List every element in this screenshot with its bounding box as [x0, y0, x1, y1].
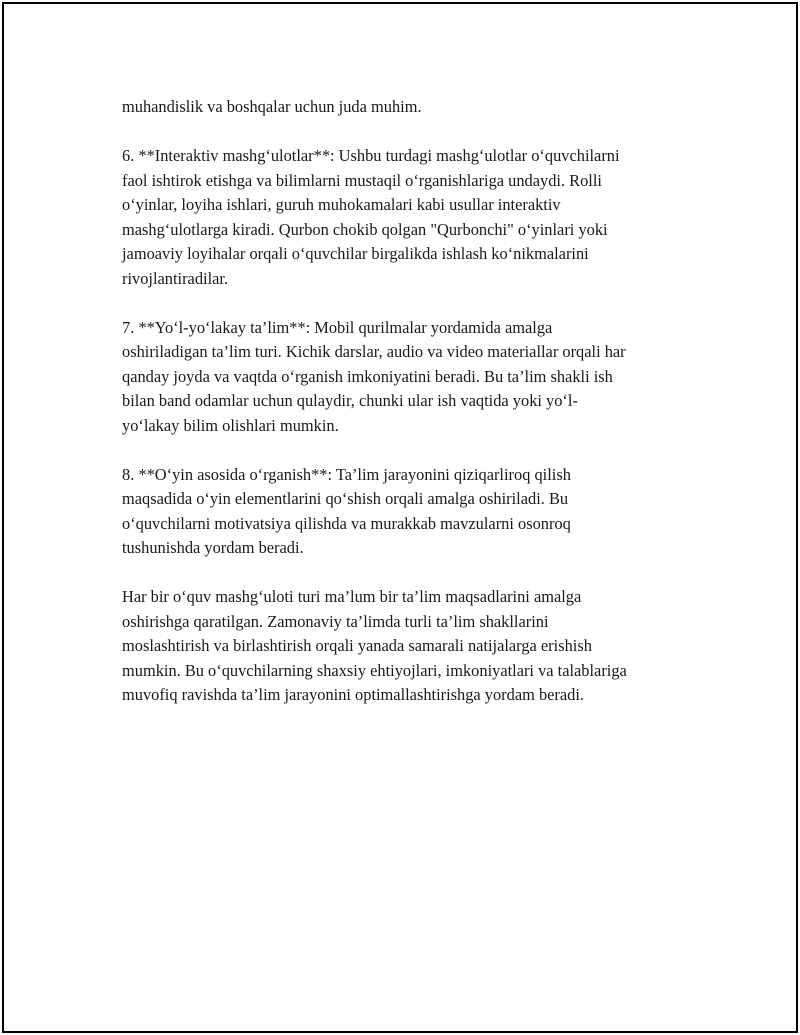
paragraph-intro-continuation	[122, 95, 702, 120]
text-line: bilan band odamlar uchun qulaydir, chunki ular ish vaqtida yoki yo‘l-	[122, 391, 578, 410]
text-line: oshirishga qaratilgan. Zamonaviy ta’limda turli ta’lim shakllarini	[122, 611, 549, 631]
text-line: mumkin. Bu o‘quvchilarning shaxsiy ehtiyojlari, imkoniyatlari va talablariga	[122, 660, 627, 680]
document-body	[122, 95, 702, 732]
document-page	[2, 2, 798, 1033]
text-line: jamoaviy loyihalar orqali o‘quvchilar birgalikda ishlash ko‘nikmalarini	[122, 244, 589, 263]
text-line: o‘quvchilarni motivatsiya qilishda va murakkab mavzularni osonroq	[122, 513, 571, 533]
paragraph-game-based-learning	[122, 463, 702, 561]
text-line: maqsadida o‘yin elementlarini qo‘shish orqali amalga oshiriladi. Bu	[122, 489, 569, 508]
text-line: o‘yinlar, loyiha ishlari, guruh muhokamalari kabi usullar interaktiv	[122, 195, 561, 214]
text-line: 7. **Yo‘l-yo‘lakay ta’lim**: Mobil qurilmalar yordamida amalga	[122, 317, 553, 337]
text-line: faol ishtirok etishga va bilimlarni mustaqil o‘rganishlariga undaydi. Rolli	[122, 170, 602, 190]
paragraph-conclusion	[122, 585, 702, 708]
text-line: qanday joyda va vaqtda o‘rganish imkoniyatini beradi. Bu ta’lim shakli ish	[122, 366, 613, 386]
text-line: muvofiq ravishda ta’lim jarayonini optimallashtirishga yordam beradi.	[122, 685, 585, 704]
text-line: tushunishda yordam beradi.	[122, 538, 304, 557]
text-line: oshiriladigan ta’lim turi. Kichik darslar, audio va video materiallar orqali har	[122, 342, 626, 361]
text-line: 8. **O‘yin asosida o‘rganish**: Ta’lim jarayonini qiziqarliroq qilish	[122, 464, 571, 484]
text-line: moslashtirish va birlashtirish orqali yanada samarali natijalarga erishish	[122, 636, 592, 655]
paragraph-interactive-lessons	[122, 144, 702, 291]
text-line: 6. **Interaktiv mashg‘ulotlar**: Ushbu turdagi mashg‘ulotlar o‘quvchilarni	[122, 146, 620, 165]
text-line: yo‘lakay bilim olishlari mumkin.	[122, 415, 339, 435]
text-line: muhandislik va boshqalar uchun juda muhim.	[122, 97, 422, 116]
text-line: mashg‘ulotlarga kiradi. Qurbon chokib qolgan "Qurbonchi" o‘yinlari yoki	[122, 219, 608, 239]
paragraph-mobile-learning	[122, 316, 702, 439]
text-line: rivojlantiradilar.	[122, 268, 229, 288]
text-line: Har bir o‘quv mashg‘uloti turi ma’lum bir ta’lim maqsadlarini amalga	[122, 587, 582, 606]
